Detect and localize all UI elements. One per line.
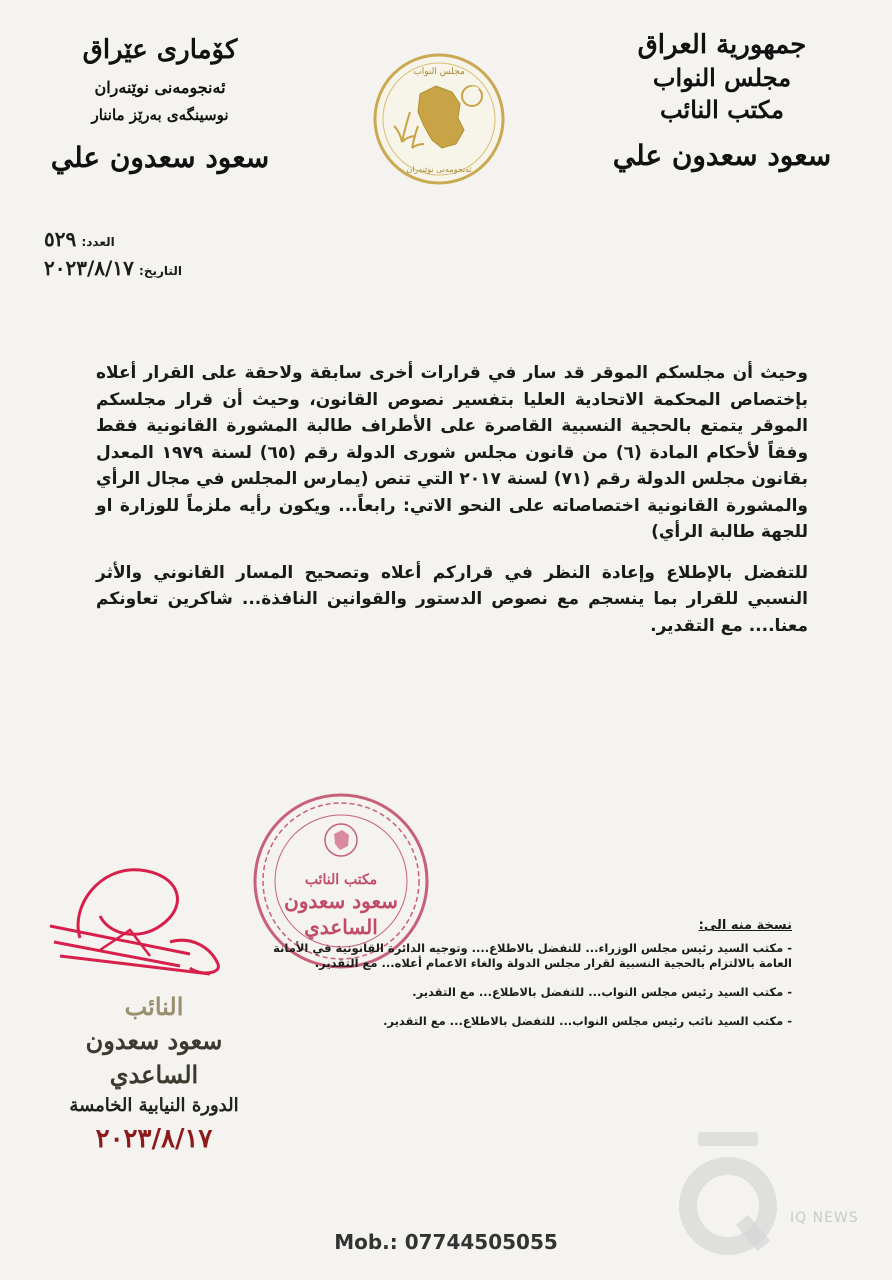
date-value: ٢٠٢٣/٨/١٧ — [44, 256, 134, 280]
mp-name: سعود سعدون علي — [612, 139, 832, 172]
copy-item: - مكتب السيد رئيس مجلس النواب... للتفضل بالاطلاع... مع التقدير. — [412, 985, 792, 999]
date-label: التاريخ: — [139, 264, 182, 278]
signer-date: ٢٠٢٣/٨/١٧ — [95, 1124, 213, 1154]
copies-heading: نسخة منه الى: — [698, 918, 792, 933]
signer-name: سعود سعدون الساعدي — [85, 1026, 223, 1089]
copy-item: - مكتب السيد رئيس مجلس الوزراء... للتفضل بالاطلاع.... وتوجيه الدائرة القانونية في الأمانة العامة بالالتزام بالحجية النسبية لقرار مجلس الدولة والغاء الاعمام أعلاه... مع التقدير. — [273, 941, 792, 970]
country-name: جمهورية العراق — [637, 30, 807, 60]
watermark-text: IQ NEWS — [790, 1210, 859, 1226]
number-label: العدد: — [81, 235, 115, 249]
signer-title: النائب — [124, 992, 184, 1021]
header-kurdish — [30, 32, 290, 180]
signature-block — [44, 990, 264, 1158]
emblem-top-text: مجلس النواب — [413, 67, 465, 77]
emblem-bottom-text: ئەنجومەنی نوێنەران — [406, 165, 472, 174]
council-name-ku: ئەنجومەنی نوێنەران — [94, 78, 226, 97]
council-name: مجلس النواب — [652, 63, 792, 92]
country-name-ku: كۆماری عێراق — [82, 35, 238, 65]
stamp-line-1: مكتب النائب — [304, 872, 378, 888]
letter-body — [96, 360, 808, 639]
paragraph-1: وحيث أن مجلسكم الموقر قد سار في قرارات أخرى سابقة ولاحقة على القرار أعلاه بإختصاص المحكمة الاتحادية العليا بتفسير نصوص القانون، وحيث أن قرار مجلسكم الموقر يتمتع بالحجية النسبية القاصرة على الأطراف طالبة المشورة القانونية فقط وفقاً لأحكام المادة (٦) من قانون مجلس شورى الدولة رقم (٦٥) لسنة ١٩٧٩ المعدل بقانون مجلس الدولة رقم (٧١) لسنة ٢٠١٧ التي تنص (يمارس المجلس في مجال الرأي والمشورة القانونية اختصاصاته على النحو الاتي: رابعاً... ويكون رأيه ملزماً للوزارة او للجهة طالبة الرأي) — [96, 363, 809, 542]
signer-session: الدورة النيابية الخامسة — [69, 1095, 239, 1116]
mp-name-ku: سعود سعدون علي — [50, 141, 270, 174]
office-name: مكتب النائب — [659, 95, 785, 124]
header-arabic — [592, 28, 852, 178]
number-value: ٥٢٩ — [44, 227, 77, 251]
footer-mobile: Mob.: 07744505055 — [334, 1230, 558, 1254]
office-name-ku: نوسینگەی بەرێز ماننار — [91, 106, 229, 124]
parliament-emblem-icon — [372, 52, 506, 186]
copies-list — [272, 918, 792, 1043]
stamp-line-3: الساعدي — [304, 915, 378, 939]
stamp-line-2: سعود سعدون — [284, 889, 398, 913]
paragraph-2: للتفضل بالإطلاع وإعادة النظر في قراركم أعلاه وتصحيح المسار القانوني والأثر النسبي للقرار بما ينسجم مع نصوص الدستور والقوانين النافذة... شاكرين تعاونكم معنا.... مع التقدير. — [96, 562, 808, 636]
reference-block — [44, 226, 244, 284]
signature-icon — [40, 846, 230, 986]
copy-item: - مكتب السيد نائب رئيس مجلس النواب... للتفضل بالاطلاع... مع التقدير. — [383, 1014, 792, 1028]
